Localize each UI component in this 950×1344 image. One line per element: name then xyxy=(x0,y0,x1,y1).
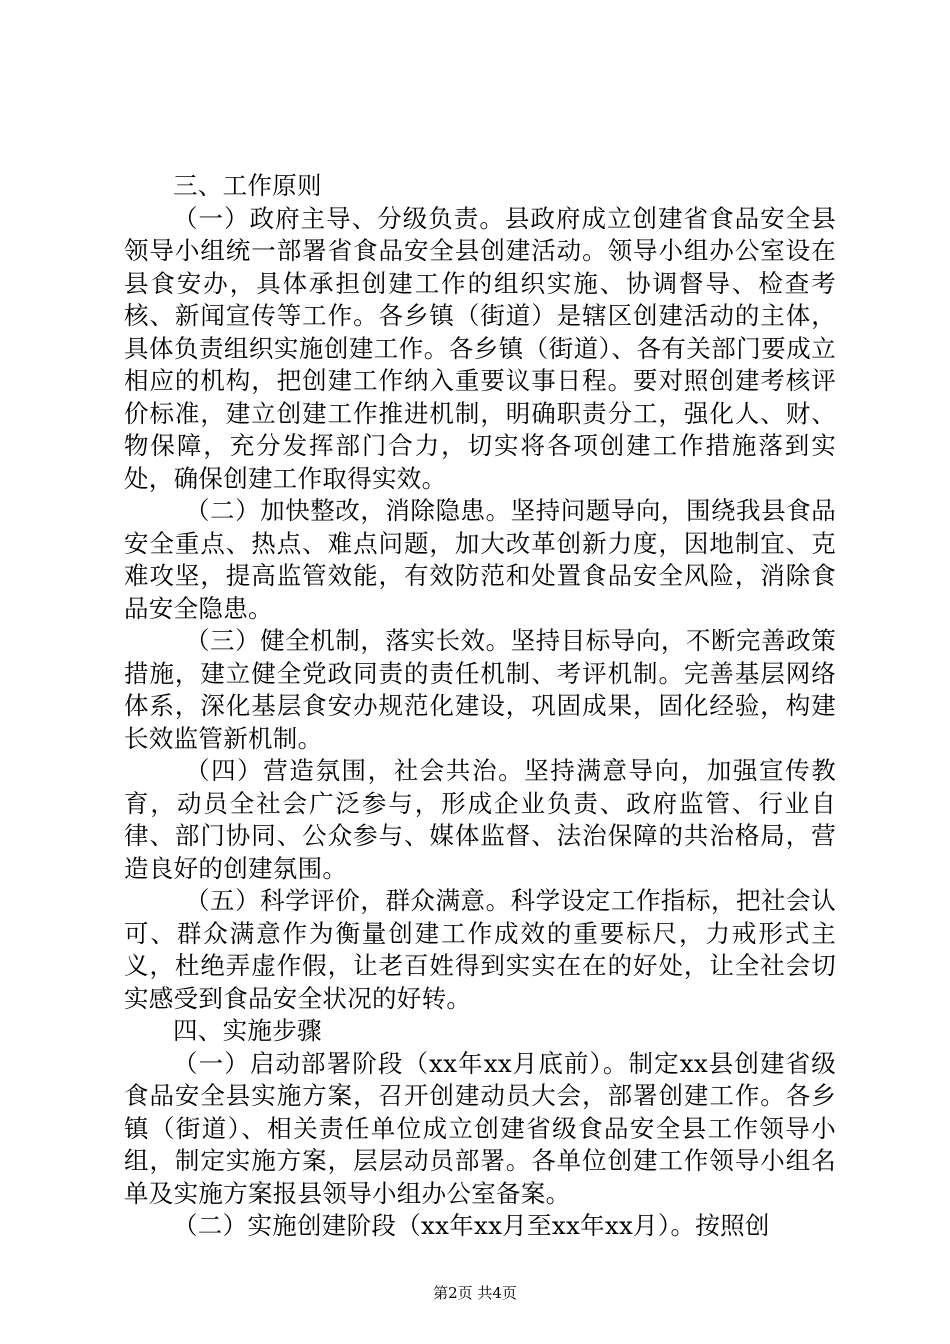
paragraph-step-1: （一）启动部署阶段（xx年xx月底前）。制定xx县创建省级食品安全县实施方案，召开创建动员大会，部署创建工作。各乡镇（街道）、相关责任单位成立创建省级食品安全县工作领导小组，制定实施方案，层层动员部署。各单位创建工作领导小组名单及实施方案报县领导小组办公室备案。 xyxy=(124,1048,836,1208)
paragraph-step-2: （二）实施创建阶段（xx年xx月至xx年xx月）。按照创 xyxy=(173,1211,770,1240)
paragraph-principle-5: （五）科学评价，群众满意。科学设定工作指标，把社会认可、群众满意作为衡量创建工作成效的重要标尺，力戒形式主义，杜绝弄虚作假，让老百姓得到实实在在的好处，让全社会切实感受到食品安全状况的好转。 xyxy=(124,886,836,1013)
paragraph-principle-4: （四）营造氛围，社会共治。坚持满意导向，加强宣传教育，动员全社会广泛参与，形成企业负责、政府监管、行业自律、部门协同、公众参与、媒体监督、法治保障的共治格局，营造良好的创建氛围。 xyxy=(124,756,836,883)
page-number-footer: 第2页 共4页 xyxy=(433,1284,517,1302)
paragraph-principle-3: （三）健全机制，落实长效。坚持目标导向，不断完善政策措施，建立健全党政同责的责任机制、考评机制。完善基层网络体系，深化基层食安办规范化建设，巩固成果，固化经验，构建长效监管新机制。 xyxy=(124,626,836,753)
document-body xyxy=(124,170,836,1243)
section-heading-steps: 四、实施步骤 xyxy=(173,1016,322,1045)
paragraph-principle-2: （二）加快整改，消除隐患。坚持问题导向，围绕我县食品安全重点、热点、难点问题，加大改革创新力度，因地制宜、克难攻坚，提高监管效能，有效防范和处置食品安全风险，消除食品安全隐患。 xyxy=(124,496,836,623)
paragraph-principle-1: （一）政府主导、分级负责。县政府成立创建省食品安全县领导小组统一部署省食品安全县创建活动。领导小组办公室设在县食安办，具体承担创建工作的组织实施、协调督导、检查考核、新闻宣传等工作。各乡镇（街道）是辖区创建活动的主体，具体负责组织实施创建工作。各乡镇（街道）、各有关部门要成立相应的机构，把创建工作纳入重要议事日程。要对照创建考核评价标准，建立创建工作推进机制，明确职责分工，强化人、财、物保障，充分发挥部门合力，切实将各项创建工作措施落到实处，确保创建工作取得实效。 xyxy=(124,203,836,493)
section-heading-principles: 三、工作原则 xyxy=(173,171,322,200)
